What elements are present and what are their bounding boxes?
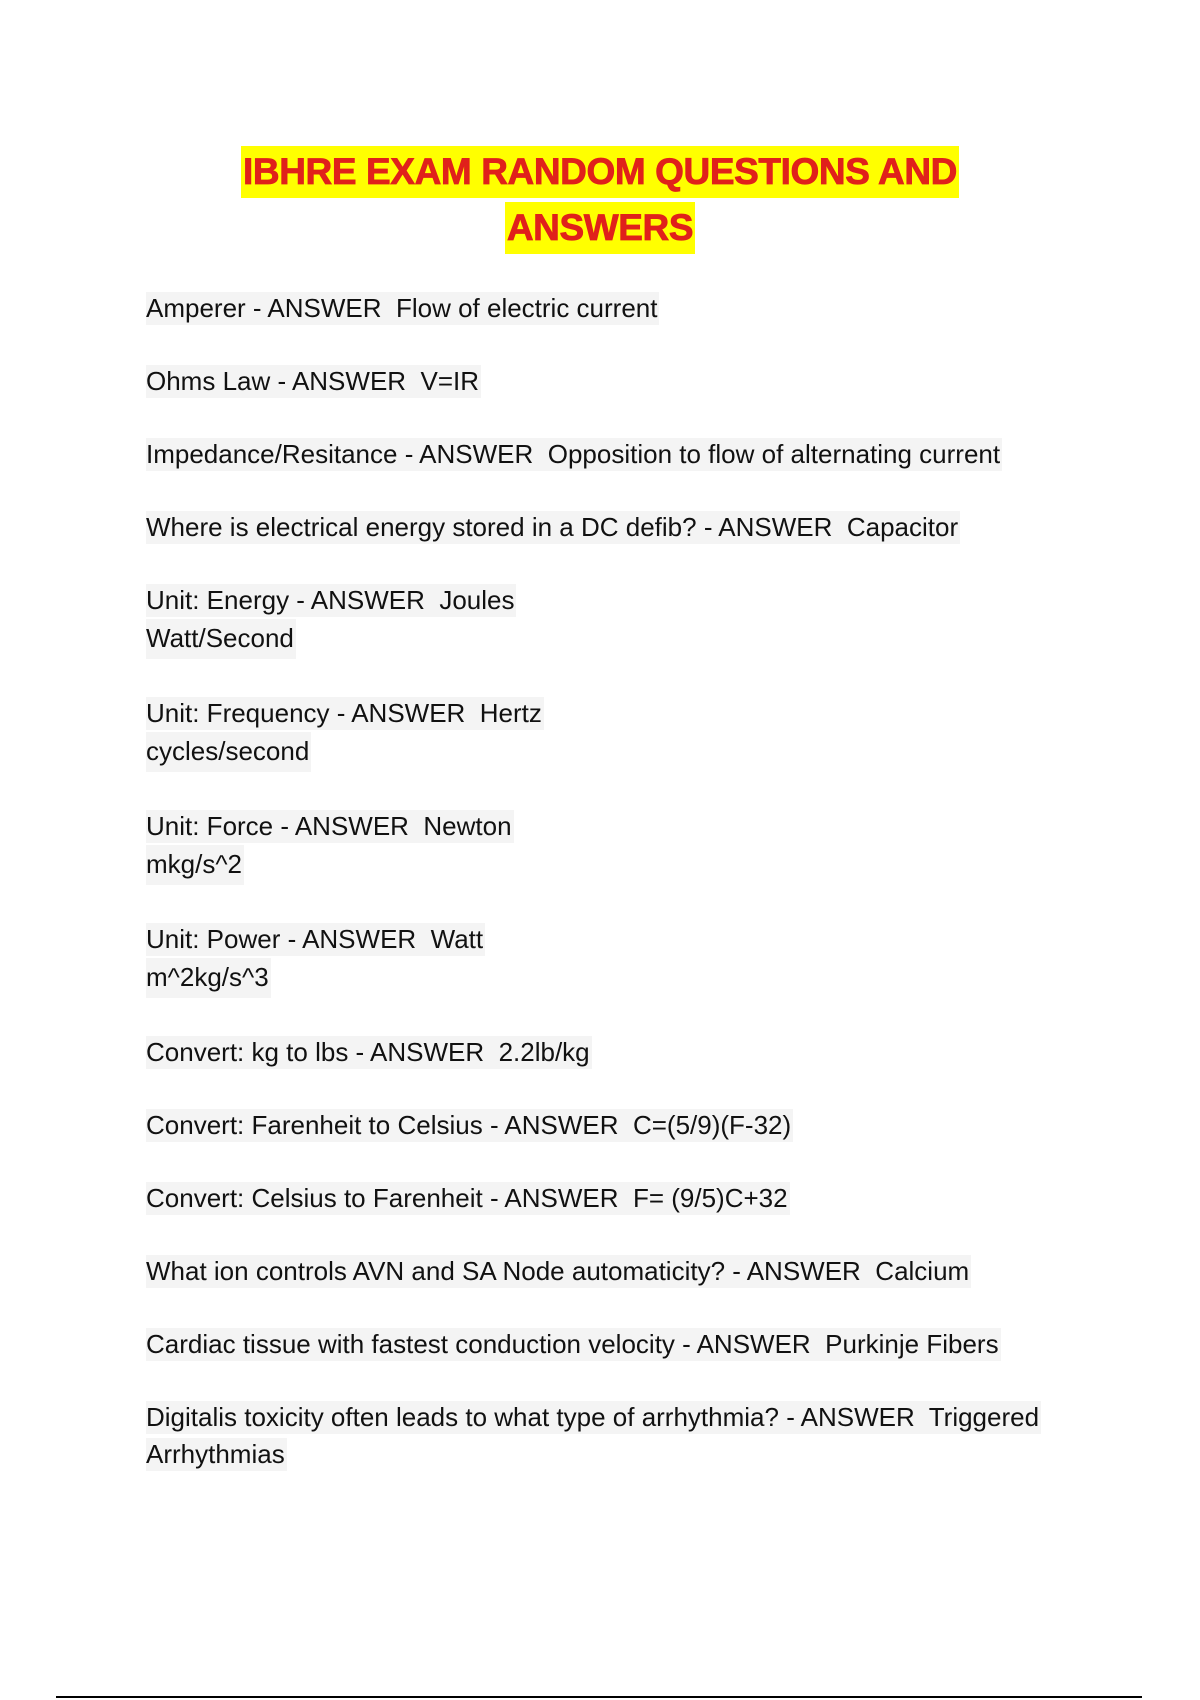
answer-marker: ANSWER — [267, 293, 382, 323]
separator: - — [778, 1402, 801, 1432]
answer-text: Flow of electric current — [395, 293, 658, 323]
qa-item — [146, 808, 1066, 885]
answer-extra-text: cycles/second — [146, 732, 311, 772]
separator — [619, 1183, 633, 1213]
answer-extra-text: Watt/Second — [146, 619, 296, 659]
answer-text: Purkinje Fibers — [825, 1329, 999, 1359]
qa-line — [146, 1182, 790, 1215]
answer-extra-text: m^2kg/s^3 — [146, 958, 271, 998]
answer-marker: ANSWER — [291, 366, 407, 396]
qa-line — [146, 1328, 1001, 1361]
separator — [409, 811, 423, 841]
separator: - — [329, 698, 352, 728]
separator: - — [696, 512, 719, 542]
document-title — [0, 146, 1200, 258]
title-line-2: ANSWERS — [505, 202, 695, 254]
qa-line — [146, 1109, 793, 1142]
question-text: Unit: Frequency — [146, 698, 330, 728]
separator: - — [725, 1256, 747, 1286]
answer-marker: ANSWER — [504, 1110, 619, 1140]
answer-marker: ANSWER — [302, 924, 417, 954]
bottom-divider — [56, 1696, 1142, 1698]
qa-line — [146, 810, 514, 843]
qa-line — [146, 584, 516, 617]
answer-marker: ANSWER — [310, 585, 425, 615]
qa-item — [146, 695, 1066, 772]
qa-item — [146, 1253, 1066, 1290]
separator: - — [280, 924, 303, 954]
separator — [861, 1256, 875, 1286]
answer-marker: ANSWER — [718, 512, 833, 542]
answer-text: Joules — [439, 585, 515, 615]
answer-marker: ANSWER — [800, 1402, 915, 1432]
separator — [811, 1329, 825, 1359]
question-text: Digitalis toxicity often leads to what type of arrhythmia? — [146, 1402, 779, 1432]
separator: - — [348, 1037, 370, 1067]
question-text: Unit: Force — [146, 811, 274, 841]
question-text: Impedance/Resitance — [146, 439, 398, 469]
question-text: Cardiac tissue with fastest conduction velocity — [146, 1329, 675, 1359]
qa-line — [146, 1036, 592, 1069]
answer-text: Capacitor — [846, 512, 959, 542]
separator: - — [270, 366, 292, 396]
separator: - — [289, 585, 311, 615]
answer-text: 2.2lb/kg — [498, 1037, 590, 1067]
answer-text: Calcium — [875, 1256, 970, 1286]
question-text: Where is electrical energy stored in a DC defib? — [146, 512, 697, 542]
answer-marker: ANSWER — [504, 1183, 619, 1213]
qa-item — [146, 509, 1066, 546]
question-text: Unit: Energy — [146, 585, 290, 615]
separator — [406, 366, 420, 396]
qa-item — [146, 1180, 1066, 1217]
qa-item — [146, 363, 1066, 400]
qa-line — [146, 438, 1002, 471]
answer-extra-text: mkg/s^2 — [146, 845, 244, 885]
qa-item — [146, 290, 1066, 327]
answer-marker: ANSWER — [419, 439, 534, 469]
separator — [533, 439, 547, 469]
qa-list — [146, 290, 1066, 1509]
answer-text: C=(5/9)(F-32) — [632, 1110, 792, 1140]
answer-marker: ANSWER — [696, 1329, 811, 1359]
separator — [416, 924, 430, 954]
separator: - — [245, 293, 268, 323]
question-text: Amperer — [146, 293, 246, 323]
separator — [915, 1402, 929, 1432]
question-text: What ion controls AVN and SA Node automaticity? — [146, 1256, 726, 1286]
question-text: Unit: Power — [146, 924, 281, 954]
answer-marker: ANSWER — [294, 811, 409, 841]
qa-item — [146, 1107, 1066, 1144]
qa-line — [146, 1255, 971, 1288]
qa-line — [146, 923, 485, 956]
answer-marker: ANSWER — [746, 1256, 861, 1286]
qa-line — [146, 292, 659, 325]
qa-item — [146, 921, 1066, 998]
answer-text: F= (9/5)C+32 — [632, 1183, 788, 1213]
question-text: Convert: Farenheit to Celsius — [146, 1110, 483, 1140]
answer-marker: ANSWER — [369, 1037, 485, 1067]
answer-text: V=IR — [420, 366, 480, 396]
answer-text: Triggered Arrhythmias — [146, 1402, 1040, 1469]
qa-line — [146, 365, 481, 398]
qa-line — [146, 697, 544, 730]
separator: - — [482, 1110, 505, 1140]
separator: - — [397, 439, 420, 469]
qa-line — [146, 1401, 1041, 1471]
qa-item — [146, 436, 1066, 473]
separator — [832, 512, 846, 542]
question-text: Convert: kg to lbs — [146, 1037, 349, 1067]
separator — [425, 585, 439, 615]
answer-text: Watt — [430, 924, 484, 954]
question-text: Convert: Celsius to Farenheit — [146, 1183, 483, 1213]
separator: - — [674, 1329, 697, 1359]
separator — [465, 698, 479, 728]
separator — [619, 1110, 633, 1140]
separator — [382, 293, 396, 323]
qa-item — [146, 1326, 1066, 1363]
qa-item — [146, 582, 1066, 659]
answer-text: Opposition to flow of alternating current — [547, 439, 1001, 469]
qa-item — [146, 1399, 1066, 1473]
answer-text: Newton — [423, 811, 512, 841]
qa-item — [146, 1034, 1066, 1071]
question-text: Ohms Law — [146, 366, 271, 396]
separator: - — [482, 1183, 505, 1213]
qa-line — [146, 511, 960, 544]
answer-marker: ANSWER — [351, 698, 466, 728]
separator — [484, 1037, 498, 1067]
title-line-1: IBHRE EXAM RANDOM QUESTIONS AND — [241, 146, 959, 198]
answer-text: Hertz — [479, 698, 542, 728]
separator: - — [273, 811, 295, 841]
